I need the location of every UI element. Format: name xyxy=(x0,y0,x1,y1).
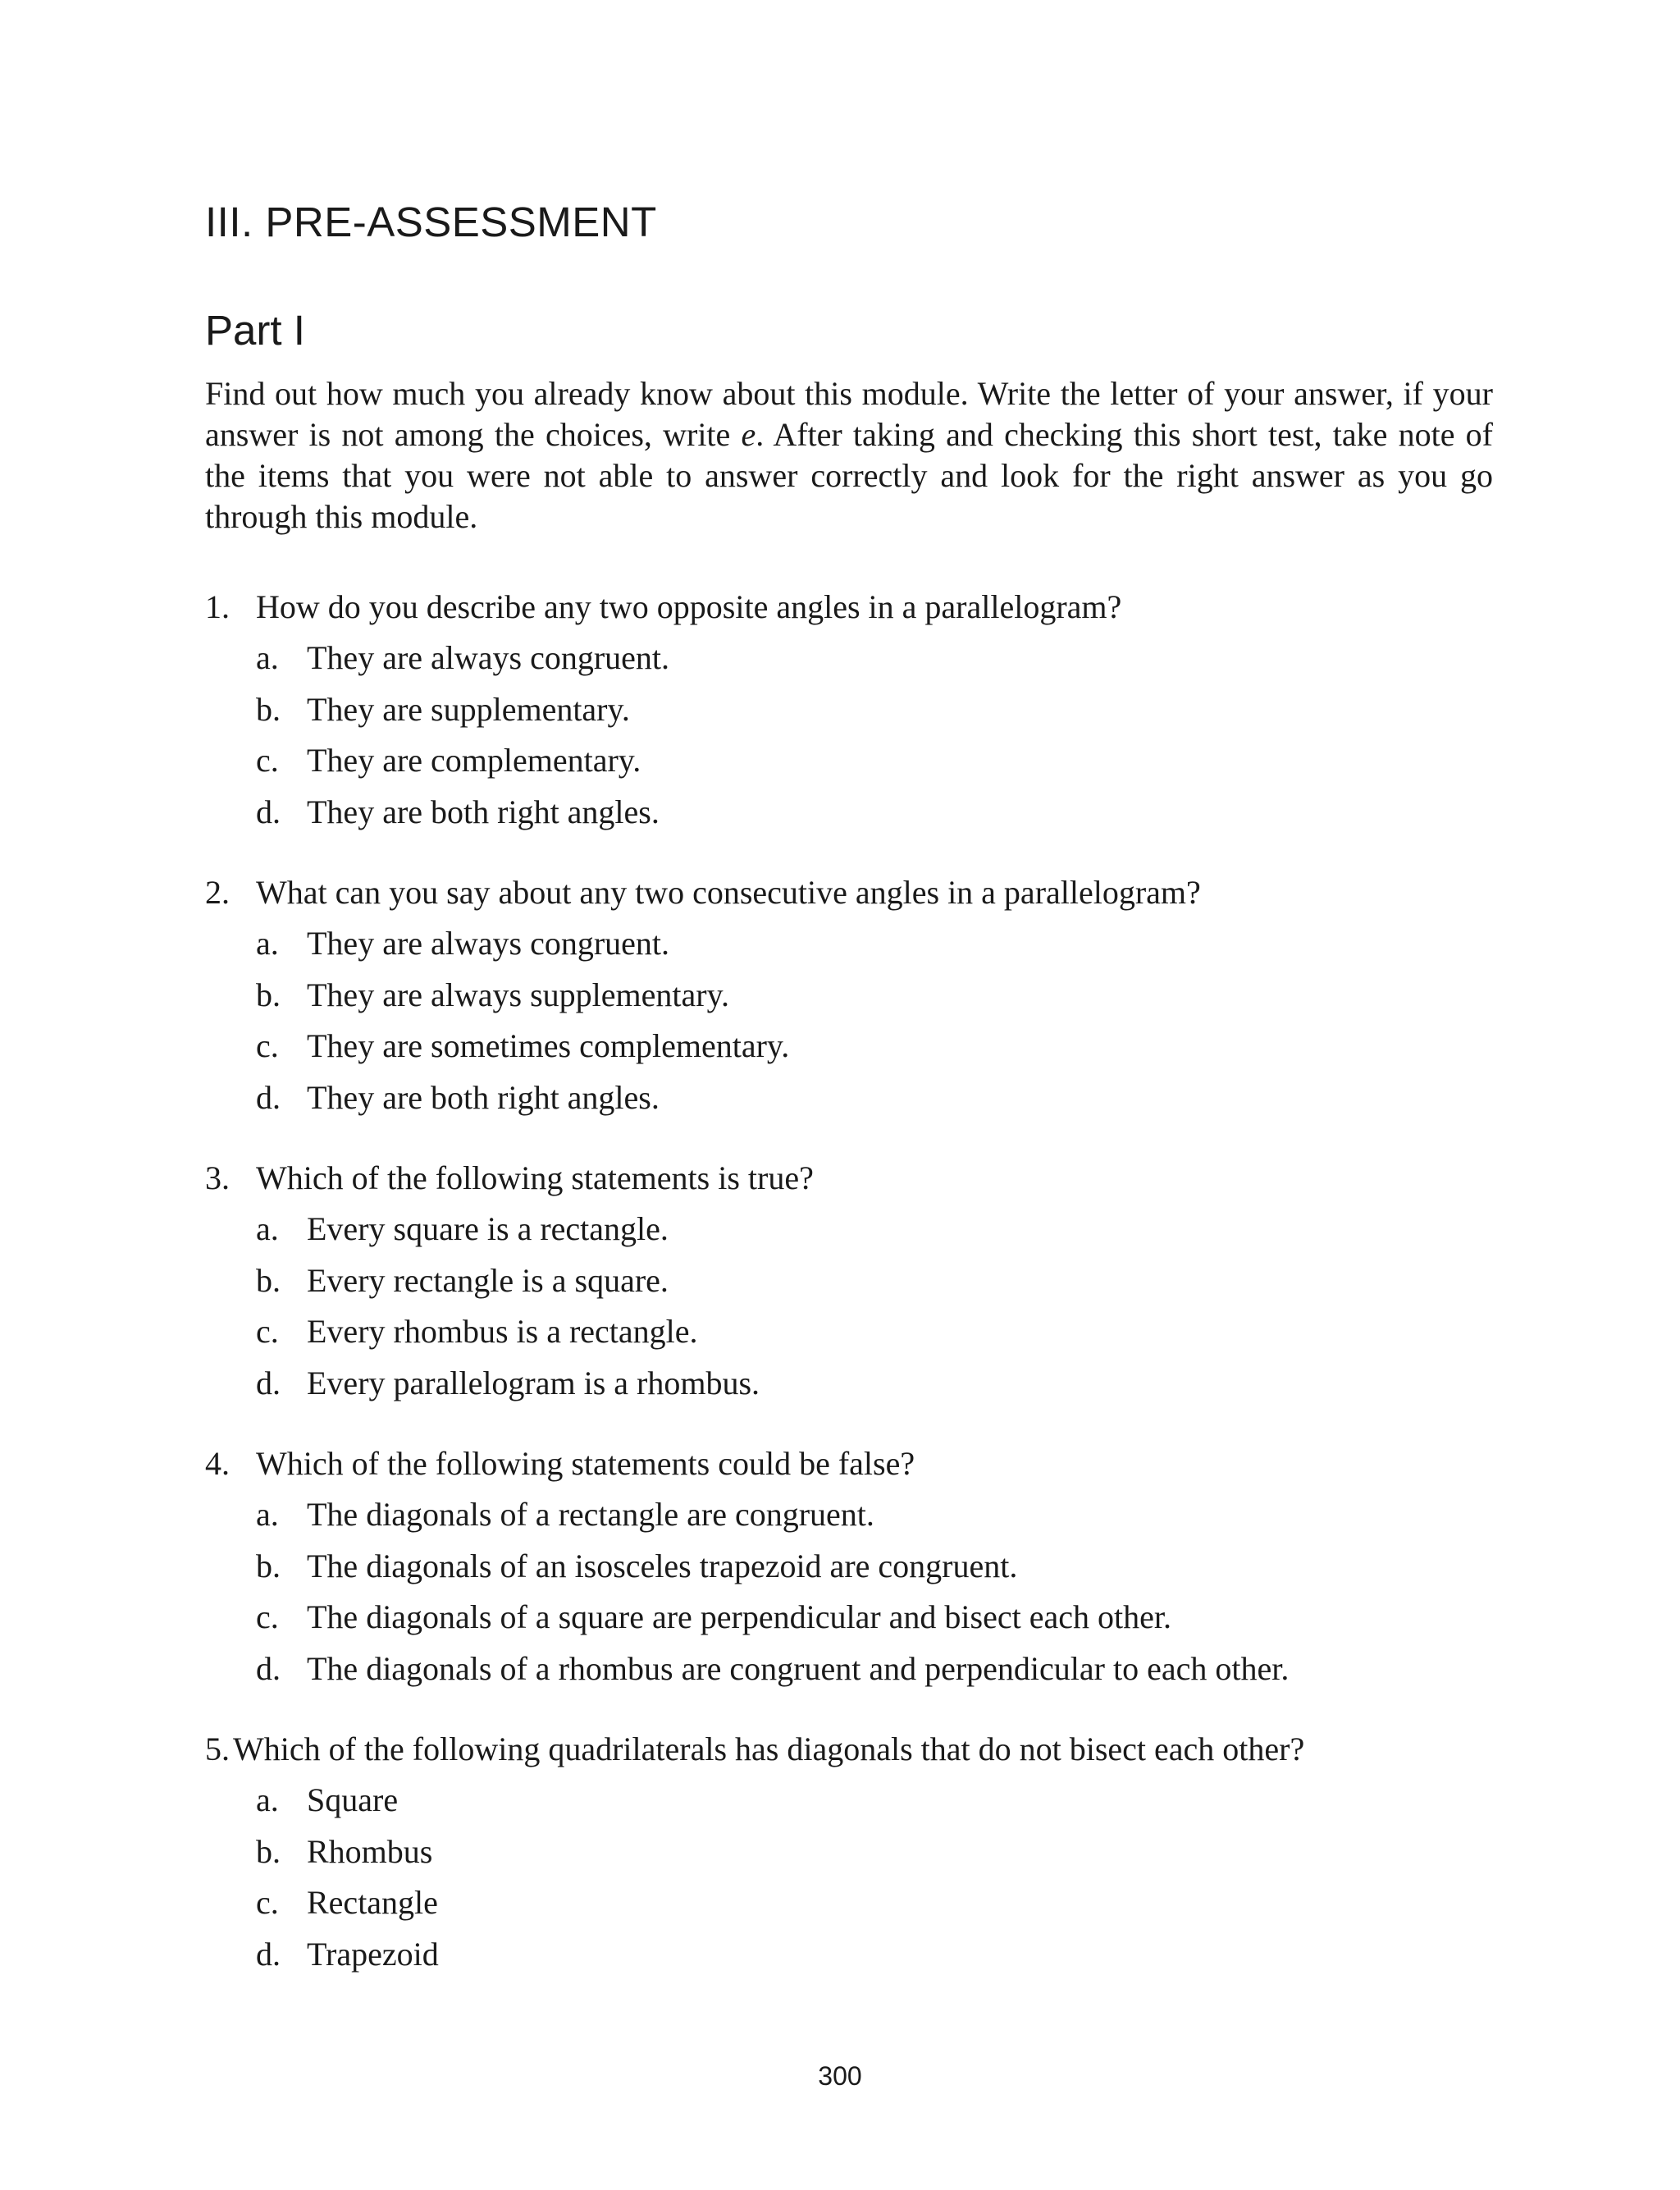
choice-b xyxy=(205,970,1493,1022)
choice-text: Every square is a rectangle. xyxy=(307,1210,669,1247)
question-text: What can you say about any two consecutive angles in a parallelogram? xyxy=(256,874,1201,911)
page-number: 300 xyxy=(818,2061,862,2091)
instructions-paragraph xyxy=(205,373,1493,537)
choice-letter: d. xyxy=(256,1649,281,1687)
question-number: 3. xyxy=(205,1159,230,1196)
choice-a xyxy=(205,1775,1493,1827)
choice-text: Rhombus xyxy=(307,1832,433,1870)
document-page xyxy=(205,193,1493,2009)
choice-letter: c. xyxy=(256,1884,279,1921)
choice-letter: a. xyxy=(256,1781,279,1818)
choice-b xyxy=(205,1255,1493,1307)
choice-text: Rectangle xyxy=(307,1884,438,1921)
choice-a xyxy=(205,1489,1493,1541)
part-title: Part I xyxy=(205,307,305,354)
choice-c xyxy=(205,1306,1493,1358)
choice-text: They are always supplementary. xyxy=(307,976,729,1013)
choice-list xyxy=(205,1489,1493,1694)
choice-text: They are complementary. xyxy=(307,742,641,779)
choice-text: The diagonals of an isosceles trapezoid are congruent. xyxy=(307,1547,1018,1584)
choice-letter: d. xyxy=(256,793,281,830)
question-text: Which of the following statements could be false? xyxy=(256,1445,915,1482)
choice-text: They are always congruent. xyxy=(307,925,670,962)
choice-d xyxy=(205,1929,1493,1981)
choice-b xyxy=(205,1541,1493,1593)
choice-letter: d. xyxy=(256,1935,281,1973)
question-2 xyxy=(205,867,1493,1123)
choice-a xyxy=(205,918,1493,970)
choice-a xyxy=(205,633,1493,684)
choice-letter: c. xyxy=(256,1027,279,1064)
choice-list xyxy=(205,1775,1493,1980)
choice-text: They are both right angles. xyxy=(307,1078,660,1116)
question-3 xyxy=(205,1153,1493,1409)
choice-text: The diagonals of a rhombus are congruent and perpendicular to each other. xyxy=(307,1649,1290,1687)
question-number: 1. xyxy=(205,588,230,625)
section-title: III. PRE-ASSESSMENT xyxy=(205,199,657,245)
choice-c xyxy=(205,1592,1493,1644)
question-5 xyxy=(205,1724,1493,1980)
choice-text: Trapezoid xyxy=(307,1935,439,1973)
choice-d xyxy=(205,1358,1493,1410)
choice-text: Square xyxy=(307,1781,399,1818)
question-number: 5. xyxy=(205,1731,230,1767)
choice-text: The diagonals of a square are perpendicular and bisect each other. xyxy=(307,1598,1171,1635)
choice-list xyxy=(205,633,1493,838)
choice-letter: a. xyxy=(256,1496,279,1533)
choice-list xyxy=(205,918,1493,1123)
choice-text: They are supplementary. xyxy=(307,690,630,728)
choice-letter: c. xyxy=(256,1598,279,1635)
choice-text: They are always congruent. xyxy=(307,639,670,676)
choice-text: Every rectangle is a square. xyxy=(307,1261,669,1299)
choice-letter: d. xyxy=(256,1078,281,1116)
choice-letter: a. xyxy=(256,1210,279,1247)
choice-c xyxy=(205,1877,1493,1929)
choice-text: They are sometimes complementary. xyxy=(307,1027,790,1064)
choice-text: They are both right angles. xyxy=(307,793,660,830)
choice-list xyxy=(205,1204,1493,1409)
choice-b xyxy=(205,1827,1493,1878)
question-list xyxy=(205,582,1493,1980)
choice-letter: b. xyxy=(256,976,281,1013)
choice-text: Every rhombus is a rectangle. xyxy=(307,1313,698,1350)
choice-letter: b. xyxy=(256,1832,281,1870)
choice-letter: a. xyxy=(256,925,279,962)
choice-text: Every parallelogram is a rhombus. xyxy=(307,1364,760,1401)
choice-d xyxy=(205,787,1493,839)
choice-letter: c. xyxy=(256,1313,279,1350)
question-text: Which of the following statements is true? xyxy=(256,1159,814,1196)
choice-text: The diagonals of a rectangle are congruent. xyxy=(307,1496,874,1533)
question-4 xyxy=(205,1438,1493,1694)
choice-d xyxy=(205,1644,1493,1695)
instructions-emphasis: e xyxy=(741,416,756,453)
choice-c xyxy=(205,1021,1493,1072)
choice-letter: a. xyxy=(256,639,279,676)
choice-c xyxy=(205,735,1493,787)
question-text: How do you describe any two opposite angles in a parallelogram? xyxy=(256,588,1122,625)
question-text: Which of the following quadrilaterals has diagonals that do not bisect each other? xyxy=(233,1731,1305,1767)
choice-letter: c. xyxy=(256,742,279,779)
choice-d xyxy=(205,1072,1493,1124)
choice-letter: d. xyxy=(256,1364,281,1401)
instructions-text-end: . After taking and checking this short test, take note of the items that you were not able to answer correctly and look for the right answer as you go through this module. xyxy=(205,416,1494,535)
question-number: 2. xyxy=(205,874,230,911)
choice-letter: b. xyxy=(256,1547,281,1584)
instructions-text-start: Find out how much you already know about this module. Write the letter of your answer, if your answer is not among the choices, write xyxy=(205,375,1493,453)
choice-b xyxy=(205,684,1493,736)
choice-letter: b. xyxy=(256,1261,281,1299)
question-number: 4. xyxy=(205,1445,230,1482)
choice-letter: b. xyxy=(256,690,281,728)
choice-a xyxy=(205,1204,1493,1255)
question-1 xyxy=(205,582,1493,838)
